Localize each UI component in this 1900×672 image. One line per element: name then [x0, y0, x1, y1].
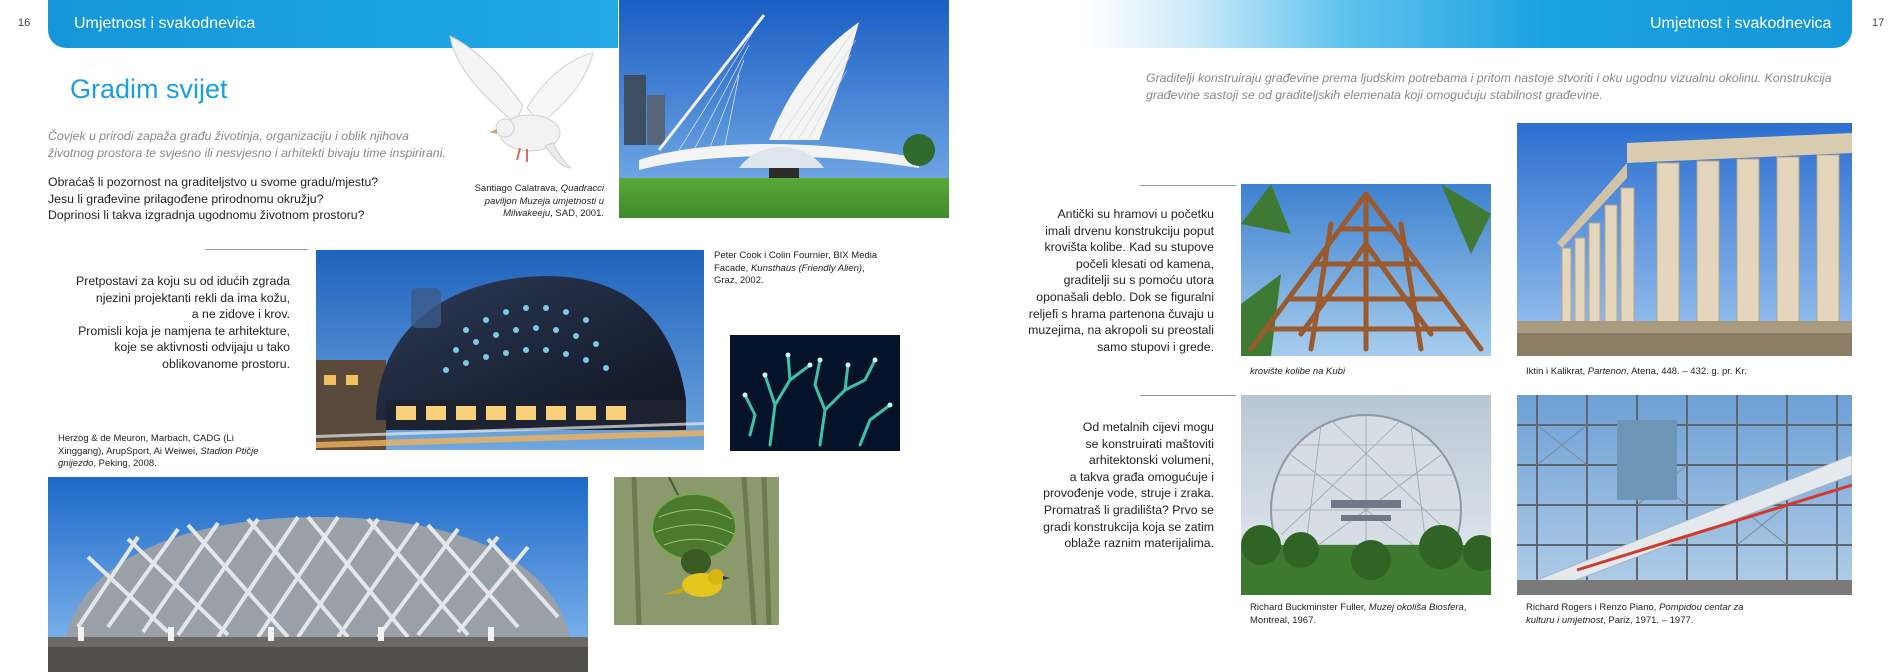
divider-rule	[1140, 185, 1236, 186]
paragraph-line: gradi konstrukcija koja se zatim	[1043, 519, 1214, 534]
caption-title: Stadion Ptičje gnijezdo	[58, 445, 259, 469]
caption-author: Iktin i Kalikrat,	[1526, 366, 1588, 377]
caption-kunsthaus	[714, 250, 889, 288]
paragraph-line: Promisli koja je namjena te arhitekture,	[78, 323, 290, 338]
header-title-left: Umjetnost i svakodnevica	[74, 15, 256, 32]
caption-title: Kunsthaus (Friendly Alien)	[750, 262, 863, 274]
paragraph-line: koje se aktivnosti odvijaju u tako	[114, 340, 290, 355]
caption-author: Richard Rogers i Renzo Piano,	[1526, 602, 1660, 613]
paragraph-line: Antički su hramovi u početku	[1057, 207, 1214, 221]
caption-parthenon	[1526, 366, 1846, 379]
caption-birdsnest	[58, 433, 268, 471]
paragraph-line: muzejima, na akropoli su preostali	[1028, 323, 1214, 338]
paragraph-line: oblikovanome prostoru.	[162, 356, 290, 371]
paragraph-line: počeli klesati od kamena,	[1075, 256, 1214, 271]
page-number-right: 17	[1872, 17, 1885, 29]
caption-title: Pompidou centar za kulturu i umjetnost	[1526, 602, 1744, 626]
paragraph-line: imali drvenu konstrukciju poput	[1045, 223, 1214, 238]
birdsnest-photo	[48, 477, 588, 672]
paragraph-line: Promatraš li gradilišta? Prvo se	[1043, 502, 1214, 517]
paragraph-left	[48, 273, 290, 373]
divider-rule	[1140, 395, 1236, 396]
biosphere-photo	[1241, 395, 1491, 595]
paragraph-line: reljefi s hrama partenona čuvaju u	[1028, 306, 1214, 321]
caption-author: Herzog & de Meuron, Marbach, CADG (Li Xinggang), ArupSport, Ai Weiwei,	[58, 433, 234, 457]
weaver-nest-photo	[614, 477, 779, 625]
paragraph-line: njezini projektanti rekli da ima kožu,	[95, 290, 290, 305]
hut-roof-photo	[1241, 184, 1491, 356]
dove-image	[445, 28, 595, 173]
paragraph-line: graditelji su s pomoću utora	[1063, 273, 1214, 288]
question-item: Doprinosi li takva izgradnja ugodnomu životnom prostoru?	[48, 208, 365, 223]
question-item: Jesu li građevine prilagođene prirodnomu okružju?	[48, 191, 324, 206]
caption-details: , Peking, 2008.	[93, 458, 157, 469]
intro-text-left: Čovjek u prirodi zapaža građu životinja, organizaciju i oblik njihova životnog prostora te svjesno ili nesvjesno i arhitekti bivaju time inspirirani.	[48, 129, 446, 160]
parthenon-photo	[1517, 123, 1852, 356]
caption-details: , SAD, 2001.	[550, 208, 604, 219]
caption-details: , Graz, 2002.	[714, 262, 865, 286]
paragraph-right-1	[1000, 206, 1214, 355]
caption-author: Santiago Calatrava,	[474, 183, 561, 194]
paragraph-line: a ne zidove i krov.	[191, 307, 290, 322]
paragraph-line: arhitektonski volumeni,	[1088, 453, 1214, 468]
question-item: Obraćaš li pozornost na graditeljstvo u svome gradu/mjestu?	[48, 175, 379, 189]
paragraph-line: Pretpostavi za koju su od idućih zgrada	[76, 274, 290, 288]
paragraph-line: samo stupovi i grede.	[1097, 339, 1214, 354]
caption-author: Peter Cook i Colin Fournier, BIX Media Facade,	[714, 250, 878, 274]
caption-details: , Pariz, 1971. – 1977.	[1603, 614, 1694, 626]
paragraph-line: oponašali deblo. Dok se figuralni	[1036, 289, 1214, 304]
caption-pompidou	[1526, 602, 1746, 627]
pompidou-photo	[1517, 395, 1852, 595]
paragraph-line: oblaže raznim materijalima.	[1064, 536, 1214, 551]
caption-title: Quadracci paviljon Muzeja umjetnosti u Milwakeeju	[484, 183, 604, 219]
coral-photo	[730, 335, 900, 451]
paragraph-right-2	[1000, 419, 1214, 552]
paragraph-line: a takva građa omogućuje i	[1069, 469, 1214, 484]
divider-rule	[205, 249, 308, 250]
intro-text-right: Graditelji konstruiraju građevine prema ljudskim potrebama i pritom nastoje stvoriti i oku ugodnu vizualnu okolinu. Konstrukcija građevine sastoji se od graditeljskih elemenata koji omogućuju stabilnost građevine.	[1146, 71, 1832, 102]
calatrava-photo	[619, 0, 949, 218]
caption-details: , Montreal, 1967.	[1250, 602, 1467, 626]
caption-hut	[1250, 366, 1490, 379]
caption-title: Partenon	[1587, 366, 1627, 377]
question-list	[48, 174, 468, 224]
paragraph-line: se konstruirati maštoviti	[1085, 436, 1214, 451]
page-title: Gradim svijet	[70, 74, 228, 104]
caption-calatrava	[470, 183, 604, 221]
caption-details: , Atena, 448. – 432. g. pr. Kr.	[1626, 366, 1747, 377]
header-title-right: Umjetnost i svakodnevica	[1650, 15, 1832, 32]
caption-title: krovište kolibe na Kubi	[1250, 366, 1346, 377]
paragraph-line: krovišta kolibe. Kad su stupove	[1044, 240, 1214, 255]
caption-title: Muzej okoliša Biosfera	[1368, 602, 1464, 613]
paragraph-line: provođenje vode, struje i zraka.	[1043, 486, 1214, 501]
caption-author: Richard Buckminster Fuller,	[1250, 602, 1369, 613]
page-number-left: 16	[18, 17, 31, 29]
caption-biosphere	[1250, 602, 1480, 627]
kunsthaus-photo	[316, 250, 704, 450]
paragraph-line: Od metalnih cijevi mogu	[1082, 420, 1214, 434]
